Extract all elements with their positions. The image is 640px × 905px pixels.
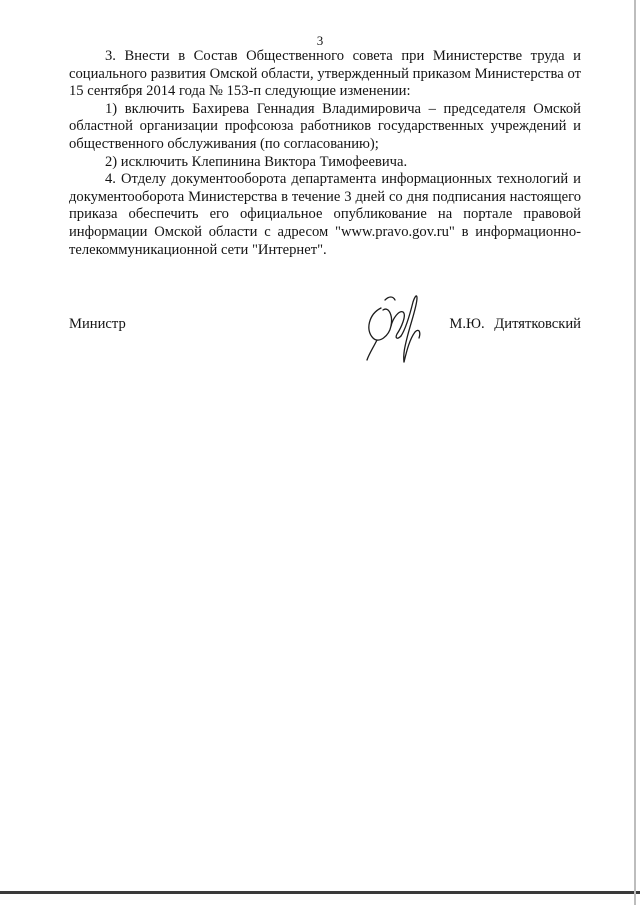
document-body [69,48,581,259]
handwritten-signature [359,288,431,368]
paragraph-item-4: 4. Отделу документооборота департамента информационных технологий и документооборота Министерства в течение 3 дней со дня подписания настоящего приказа обеспечить его официальное опубликование на портале правовой информации Омской области с адресом "www.pravo.gov.ru" в информационно-телекоммуникационной сети "Интернет". [69,171,581,258]
paragraph-subitem-1: 1) включить Бахирева Геннадия Владимировича – председателя Омской областной организации профсоюза работников государственных учреждений и общественного обслуживания (по согласованию); [69,100,581,152]
scan-right-edge [634,0,636,905]
paragraph-subitem-2: 2) исключить Клепинина Виктора Тимофеевича. [105,153,408,170]
paragraph-item-3: 3. Внести в Состав Общественного совета при Министерстве труда и социального развития Омской области, утвержденный приказом Министерства от 15 сентября 2014 года № 153-п следующие изменении: [69,48,581,100]
scan-bottom-edge [0,891,640,894]
signature-block [69,316,581,366]
page-number: 3 [316,33,324,48]
signer-title: Министр [69,316,126,332]
signer-name: М.Ю. Дитятковский [449,316,581,332]
